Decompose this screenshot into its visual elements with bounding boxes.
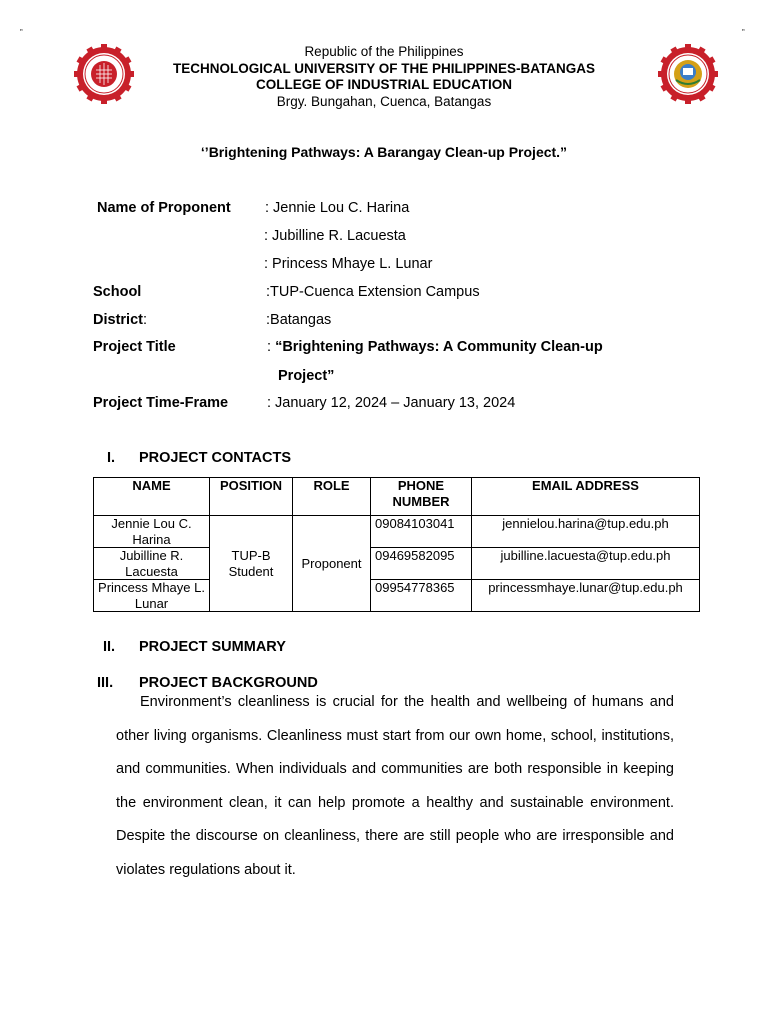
district-label: District bbox=[93, 312, 143, 328]
col-header-role: ROLE bbox=[293, 478, 371, 516]
corner-mark-right: „ bbox=[742, 23, 745, 32]
proponent-2: : Jubilline R. Lacuesta bbox=[264, 228, 406, 244]
school-value: :TUP-Cuenca Extension Campus bbox=[266, 284, 480, 300]
cell-name: Jubilline R. Lacuesta bbox=[94, 548, 210, 580]
table-header-row bbox=[94, 478, 700, 516]
cell-email: jubilline.lacuesta@tup.edu.ph bbox=[472, 548, 700, 580]
header-address: Brgy. Bungahan, Cuenca, Batangas bbox=[276, 93, 492, 109]
cell-role: Proponent bbox=[293, 516, 371, 612]
cell-phone: 09954778365 bbox=[371, 580, 472, 612]
cell-email: jennielou.harina@tup.edu.ph bbox=[472, 516, 700, 548]
document-title: ‘’Brightening Pathways: A Barangay Clean-up Project.” bbox=[200, 144, 568, 160]
proponent-1: : Jennie Lou C. Harina bbox=[265, 200, 410, 216]
table-row bbox=[94, 516, 700, 548]
document-header bbox=[0, 44, 768, 110]
header-republic: Republic of the Philippines bbox=[304, 44, 464, 59]
col-header-email: EMAIL ADDRESS bbox=[472, 478, 700, 516]
background-paragraph: Environment’s cleanliness is crucial for the health and wellbeing of humans and other living organisms. Cleanliness must start from our own home, school, institutions, and communities. When individuals and communities are both responsible in keeping the environment clean, it can help promote a healthy and sustainable environment. Despite the discourse on cleanliness, there are still people who are irresponsible and violates regulations about it. bbox=[116, 694, 674, 878]
section-1-title: PROJECT CONTACTS bbox=[139, 450, 291, 466]
cell-position: TUP-B Student bbox=[210, 516, 293, 612]
timeframe-label: Project Time-Frame bbox=[93, 395, 229, 411]
district-label-colon: : bbox=[142, 312, 147, 328]
cell-name: Jennie Lou C. Harina bbox=[94, 516, 210, 548]
col-header-position: POSITION bbox=[210, 478, 293, 516]
section-1-number: I. bbox=[107, 450, 116, 466]
district-label-group bbox=[93, 311, 147, 329]
proponent-3: : Princess Mhaye L. Lunar bbox=[264, 256, 433, 272]
col-header-phone: PHONE NUMBER bbox=[371, 478, 472, 516]
timeframe-value: : January 12, 2024 – January 13, 2024 bbox=[267, 395, 516, 411]
project-title-value-line2: Project” bbox=[278, 368, 335, 384]
table-row bbox=[94, 580, 700, 612]
cell-name: Princess Mhaye L. Lunar bbox=[94, 580, 210, 612]
section-2-number: II. bbox=[103, 639, 116, 655]
project-title-value-line1 bbox=[267, 338, 603, 356]
district-value: :Batangas bbox=[266, 312, 332, 328]
corner-mark-left: „ bbox=[20, 23, 23, 32]
col-header-name: NAME bbox=[94, 478, 210, 516]
section-3-title: PROJECT BACKGROUND bbox=[139, 675, 318, 691]
cell-email: princessmhaye.lunar@tup.edu.ph bbox=[472, 580, 700, 612]
contacts-table bbox=[93, 477, 700, 612]
section-2-title: PROJECT SUMMARY bbox=[139, 639, 286, 655]
project-title-text: “Brightening Pathways: A Community Clean-up bbox=[275, 339, 603, 355]
school-label: School bbox=[93, 284, 142, 300]
cell-phone: 09084103041 bbox=[371, 516, 472, 548]
header-college: COLLEGE OF INDUSTRIAL EDUCATION bbox=[256, 77, 512, 92]
proponent-label: Name of Proponent bbox=[97, 200, 231, 216]
cell-phone: 09469582095 bbox=[371, 548, 472, 580]
project-title-colon: : bbox=[267, 339, 276, 355]
project-title-label: Project Title bbox=[93, 339, 176, 355]
header-university: TECHNOLOGICAL UNIVERSITY OF THE PHILIPPINES-BATANGAS bbox=[172, 60, 596, 76]
table-row bbox=[94, 548, 700, 580]
section-3-number: III. bbox=[97, 675, 114, 691]
